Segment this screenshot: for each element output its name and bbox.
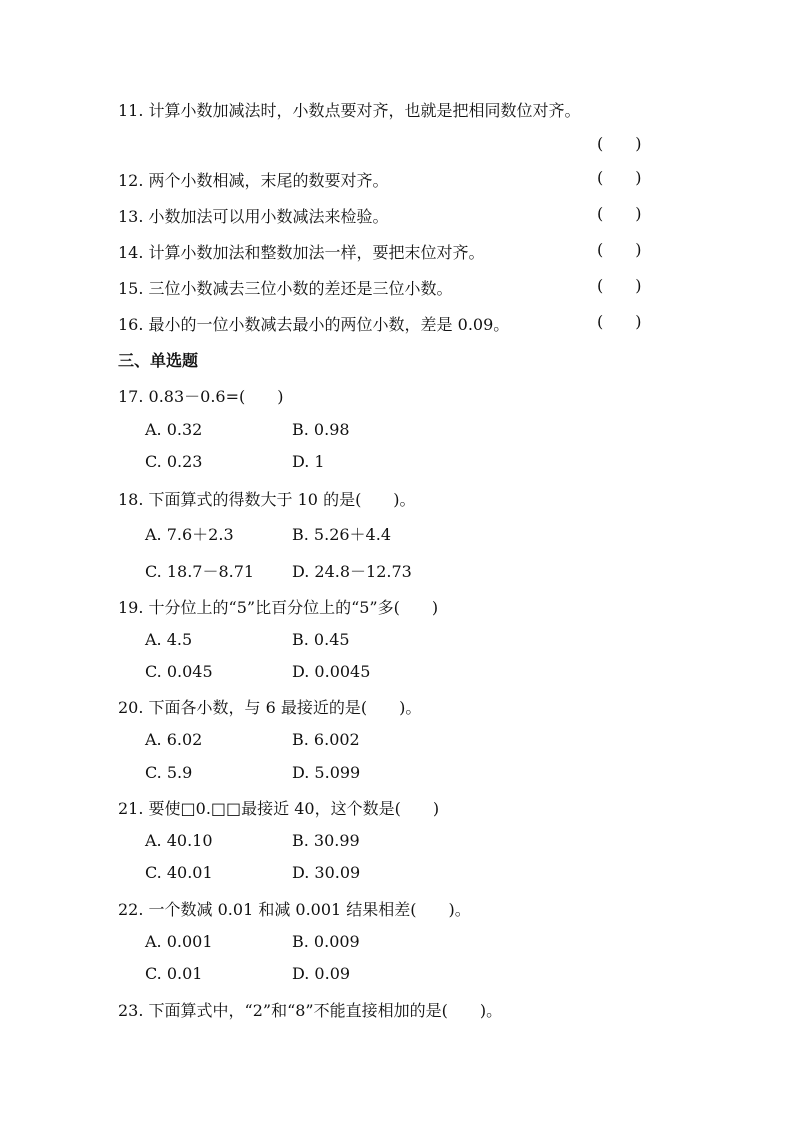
question-number: 13.	[118, 207, 144, 226]
question-19-stem: 19. 十分位上的“5”比百分位上的“5”多( )	[118, 598, 439, 617]
question-17-option-b[interactable]: B. 0.98	[292, 420, 350, 439]
question-19-option-a[interactable]: A. 4.5	[145, 630, 193, 649]
question-text: 计算小数加减法时，小数点要对齐，也就是把相同数位对齐。	[148, 101, 581, 120]
question-22-option-d[interactable]: D. 0.09	[292, 964, 351, 983]
question-17-option-a[interactable]: A. 0.32	[145, 420, 203, 439]
question-23-stem: 23. 下面算式中，“2”和“8”不能直接相加的是( )。	[118, 1001, 503, 1020]
question-number: 14.	[118, 243, 144, 262]
question-17-option-c[interactable]: C. 0.23	[145, 452, 203, 471]
question-22-option-b[interactable]: B. 0.009	[292, 932, 360, 951]
question-20-option-a[interactable]: A. 6.02	[145, 730, 203, 749]
question-20-option-d[interactable]: D. 5.099	[292, 763, 361, 782]
question-text: 小数加法可以用小数减法来检验。	[148, 207, 389, 226]
question-20-option-c[interactable]: C. 5.9	[145, 763, 193, 782]
question-12	[118, 168, 389, 191]
answer-blank-12[interactable]: ( )	[597, 168, 642, 187]
question-14	[118, 240, 485, 263]
answer-blank-14[interactable]: ( )	[597, 240, 642, 259]
question-17-option-d[interactable]: D. 1	[292, 452, 325, 471]
question-16	[118, 312, 509, 335]
question-17-stem: 17. 0.83－0.6=( )	[118, 387, 284, 406]
question-15	[118, 276, 453, 299]
question-19-option-d[interactable]: D. 0.0045	[292, 662, 371, 681]
question-18-option-d[interactable]: D. 24.8－12.73	[292, 562, 412, 581]
question-18-option-b[interactable]: B. 5.26＋4.4	[292, 525, 392, 544]
question-21-stem: 21. 要使□0.□□最接近 40，这个数是( )	[118, 799, 440, 818]
question-18-stem: 18. 下面算式的得数大于 10 的是( )。	[118, 490, 416, 509]
question-21-option-c[interactable]: C. 40.01	[145, 863, 213, 882]
question-number: 15.	[118, 279, 144, 298]
question-number: 11.	[118, 101, 144, 120]
answer-blank-11[interactable]: ( )	[597, 134, 642, 153]
question-19-option-b[interactable]: B. 0.45	[292, 630, 350, 649]
question-18-option-c[interactable]: C. 18.7－8.71	[145, 562, 255, 581]
question-text: 两个小数相减，末尾的数要对齐。	[148, 171, 389, 190]
question-11	[118, 98, 581, 121]
question-13	[118, 204, 389, 227]
question-22-stem: 22. 一个数减 0.01 和减 0.001 结果相差( )。	[118, 900, 471, 919]
question-20-option-b[interactable]: B. 6.002	[292, 730, 360, 749]
question-text: 三位小数减去三位小数的差还是三位小数。	[148, 279, 453, 298]
section-heading: 三、单选题	[118, 351, 199, 370]
question-21-option-b[interactable]: B. 30.99	[292, 831, 360, 850]
question-22-option-a[interactable]: A. 0.001	[145, 932, 213, 951]
question-21-option-d[interactable]: D. 30.09	[292, 863, 361, 882]
question-18-option-a[interactable]: A. 7.6＋2.3	[145, 525, 234, 544]
question-text: 计算小数加法和整数加法一样，要把末位对齐。	[148, 243, 485, 262]
answer-blank-16[interactable]: ( )	[597, 312, 642, 331]
question-text: 最小的一位小数减去最小的两位小数，差是 0.09。	[148, 315, 510, 334]
question-number: 16.	[118, 315, 144, 334]
question-number: 12.	[118, 171, 144, 190]
question-21-option-a[interactable]: A. 40.10	[145, 831, 213, 850]
answer-blank-15[interactable]: ( )	[597, 276, 642, 295]
question-19-option-c[interactable]: C. 0.045	[145, 662, 213, 681]
question-22-option-c[interactable]: C. 0.01	[145, 964, 203, 983]
answer-blank-13[interactable]: ( )	[597, 204, 642, 223]
question-20-stem: 20. 下面各小数，与 6 最接近的是( )。	[118, 698, 422, 717]
